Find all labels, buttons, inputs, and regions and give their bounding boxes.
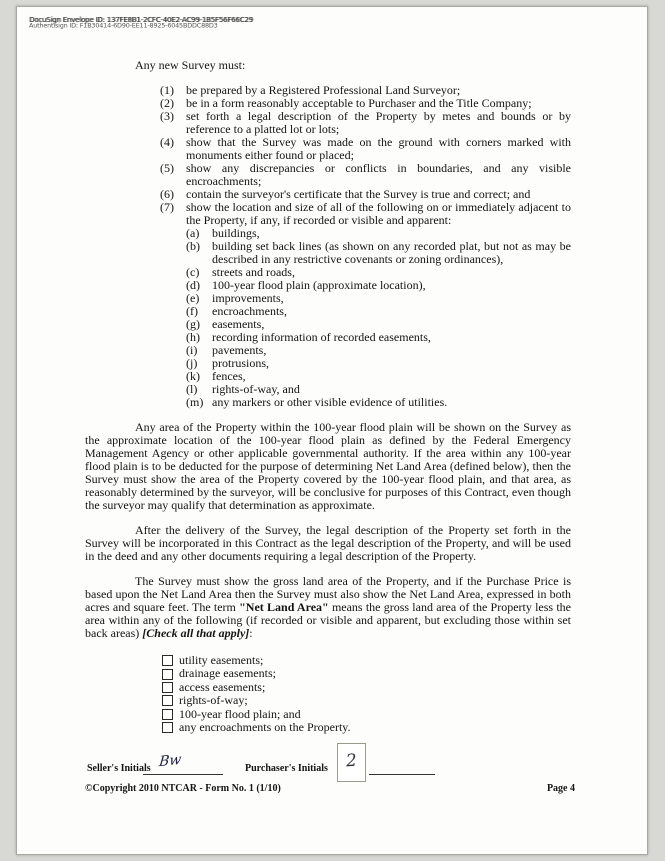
list-item-text: show the location and size of all of the following on or immediately adjacent to the Property, if any, if recorded or visible and apparent: — [186, 200, 571, 227]
sublist-item — [85, 357, 571, 370]
list-item-number: (1) — [160, 83, 174, 97]
document-page — [16, 6, 648, 855]
checklist-label: any encroachments on the Property. — [179, 720, 351, 735]
list-item-number: (3) — [160, 109, 174, 123]
checklist-label: rights-of-way; — [179, 693, 248, 708]
list-item — [85, 136, 571, 162]
sellers-initials-signature: Bw — [158, 751, 183, 771]
sublist-item-text: 100-year flood plain (approximate location), — [212, 278, 426, 292]
checklist-row — [162, 654, 571, 667]
checkbox-rights-of-way[interactable] — [162, 695, 173, 706]
sublist-item-letter: (b) — [186, 239, 200, 253]
sublist-item-text: streets and roads, — [212, 265, 295, 279]
sublist-item-text: building set back lines (as shown on any recorded plat, but not as may be described in any restrictive covenants or zoning ordinances), — [212, 239, 571, 266]
checklist-label: 100-year flood plain; and — [179, 706, 301, 721]
checklist-label: utility easements; — [179, 653, 264, 667]
checkbox-access-easements[interactable] — [162, 682, 173, 693]
sublist-item-text: pavements, — [212, 343, 267, 357]
list-item — [85, 201, 571, 227]
checkbox-utility-easements[interactable] — [162, 655, 173, 666]
checkbox-drainage-easements[interactable] — [162, 669, 173, 680]
page-footer — [85, 783, 575, 794]
sublist-item-letter: (h) — [186, 330, 200, 344]
paragraph-flood-plain: Any area of the Property within the 100-year flood plain will be shown on the Survey as the approximate location of the 100-year flood plain as defined by the Federal Emergency Management Agency or other applicable governmental authority. If the area within any 100-year flood plain is to be deducted for the purpose of determining Net Land Area (defined below), then the Survey must show the area of the Property covered by the 100-year flood plain, and that area, as reasonably determined by the surveyor, will be conclusive for purposes of this Contract, even though the surveyor may qualify that determination as approximate. — [85, 420, 571, 512]
checklist-label: access easements; — [179, 679, 266, 694]
sublist-item-letter: (j) — [186, 356, 198, 370]
document-body — [85, 59, 571, 734]
purchasers-initials-signature: 2 — [345, 750, 358, 772]
sublist-item-text: recording information of recorded easements, — [212, 330, 431, 344]
paragraph-survey-delivery: After the delivery of the Survey, the legal description of the Property set forth in the Survey will be incorporated in this Contract as the legal description of the Property, and will be used in the deed and any other documents requiring a legal description of the Property. — [85, 523, 571, 563]
sublist-item-text: buildings, — [212, 226, 260, 240]
sublist-item-letter: (l) — [186, 382, 198, 396]
sublist-item-text: easements, — [212, 317, 265, 331]
sublist-item-letter: (d) — [186, 278, 200, 292]
checklist-row — [162, 721, 571, 734]
checkbox-encroachments[interactable] — [162, 722, 173, 733]
paragraph-text: means the gross land area of the Property less the area within any of the following (if recorded or visible and apparent, but excluding those within set back areas) — [85, 600, 571, 640]
list-item — [85, 162, 571, 188]
sublist-item-text: improvements, — [212, 291, 284, 305]
sublist-item-letter: (m) — [186, 395, 204, 409]
sublist-item-letter: (e) — [186, 291, 200, 305]
sublist-item — [85, 305, 571, 318]
authentisign-id: Authentisign ID: F1B30414-6D90-EE11-8925-6045BDDC88D3 — [29, 22, 218, 30]
sublist-item — [85, 331, 571, 344]
sublist-item-letter: (a) — [186, 226, 200, 240]
list-item-text: be prepared by a Registered Professional Land Surveyor; — [186, 83, 461, 97]
list-item-text: show that the Survey was made on the ground with corners marked with monuments either found or placed; — [186, 135, 571, 162]
sellers-initials-line[interactable] — [143, 774, 223, 775]
purchasers-initials-field[interactable] — [337, 743, 366, 782]
sublist-item-letter: (k) — [186, 369, 200, 383]
paragraph-net-land-area — [85, 575, 571, 640]
net-land-area-term: "Net Land Area" — [239, 600, 329, 614]
sublist-item — [85, 292, 571, 305]
list-item-number: (6) — [160, 187, 174, 201]
checklist-row — [162, 694, 571, 707]
purchasers-initials-line[interactable] — [369, 774, 435, 775]
survey-intro: Any new Survey must: — [135, 58, 246, 72]
checklist-row — [162, 681, 571, 694]
sublist-item-letter: (g) — [186, 317, 200, 331]
sublist-item — [85, 344, 571, 357]
sublist-item-text: fences, — [212, 369, 246, 383]
sublist-item-letter: (c) — [186, 265, 200, 279]
checklist-row — [162, 667, 571, 680]
sublist-item-text: protrusions, — [212, 356, 269, 370]
list-item-text: show any discrepancies or conflicts in boundaries, and any visible encroachments; — [186, 161, 571, 188]
sublist-item — [85, 396, 571, 409]
page-number: Page 4 — [546, 783, 575, 794]
purchasers-initials-label: Purchaser's Initials — [245, 763, 328, 774]
list-item-number: (2) — [160, 96, 174, 110]
sublist-item-letter: (i) — [186, 343, 198, 357]
list-item-text: set forth a legal description of the Property by metes and bounds or by reference to a platted lot or lots; — [186, 109, 571, 136]
list-item-number: (5) — [160, 161, 174, 175]
sublist-item — [85, 370, 571, 383]
list-item-number: (7) — [160, 200, 174, 214]
copyright-notice: ©Copyright 2010 NTCAR - Form No. 1 (1/10) — [85, 783, 281, 794]
sublist-item — [85, 240, 571, 266]
net-land-area-checklist — [162, 654, 571, 734]
sellers-initials-label: Seller's Initials — [87, 763, 151, 774]
checklist-label: drainage easements; — [179, 666, 276, 681]
list-item-text: contain the surveyor's certificate that the Survey is true and correct; and — [186, 187, 531, 201]
check-all-that-apply-label: [Check all that apply] — [142, 626, 250, 640]
docusign-envelope-id: DocuSign Envelope ID: 137FE8B1-2CFC-40E2-AC99-1B5F56F66C29 — [29, 16, 253, 24]
checkbox-flood-plain[interactable] — [162, 709, 173, 720]
sublist-item-letter: (f) — [186, 304, 198, 318]
sublist-item-text: encroachments, — [212, 304, 287, 318]
list-item-text: be in a form reasonably acceptable to Purchaser and the Title Company; — [186, 96, 532, 110]
envelope-header — [29, 17, 253, 30]
list-item-number: (4) — [160, 135, 174, 149]
sublist-item-text: rights-of-way, and — [212, 382, 300, 396]
paragraph-text: The Survey must show the gross land area of the Property, and if the Purchase Price is based upon the Net Land Area then the Survey must also show the Net Land Area, expressed in both acres and square feet. The term — [85, 574, 571, 614]
list-item — [85, 110, 571, 136]
checklist-row — [162, 708, 571, 721]
paragraph-text: : — [249, 626, 253, 640]
sublist-item — [85, 279, 571, 292]
sublist-item-text: any markers or other visible evidence of utilities. — [212, 395, 448, 409]
